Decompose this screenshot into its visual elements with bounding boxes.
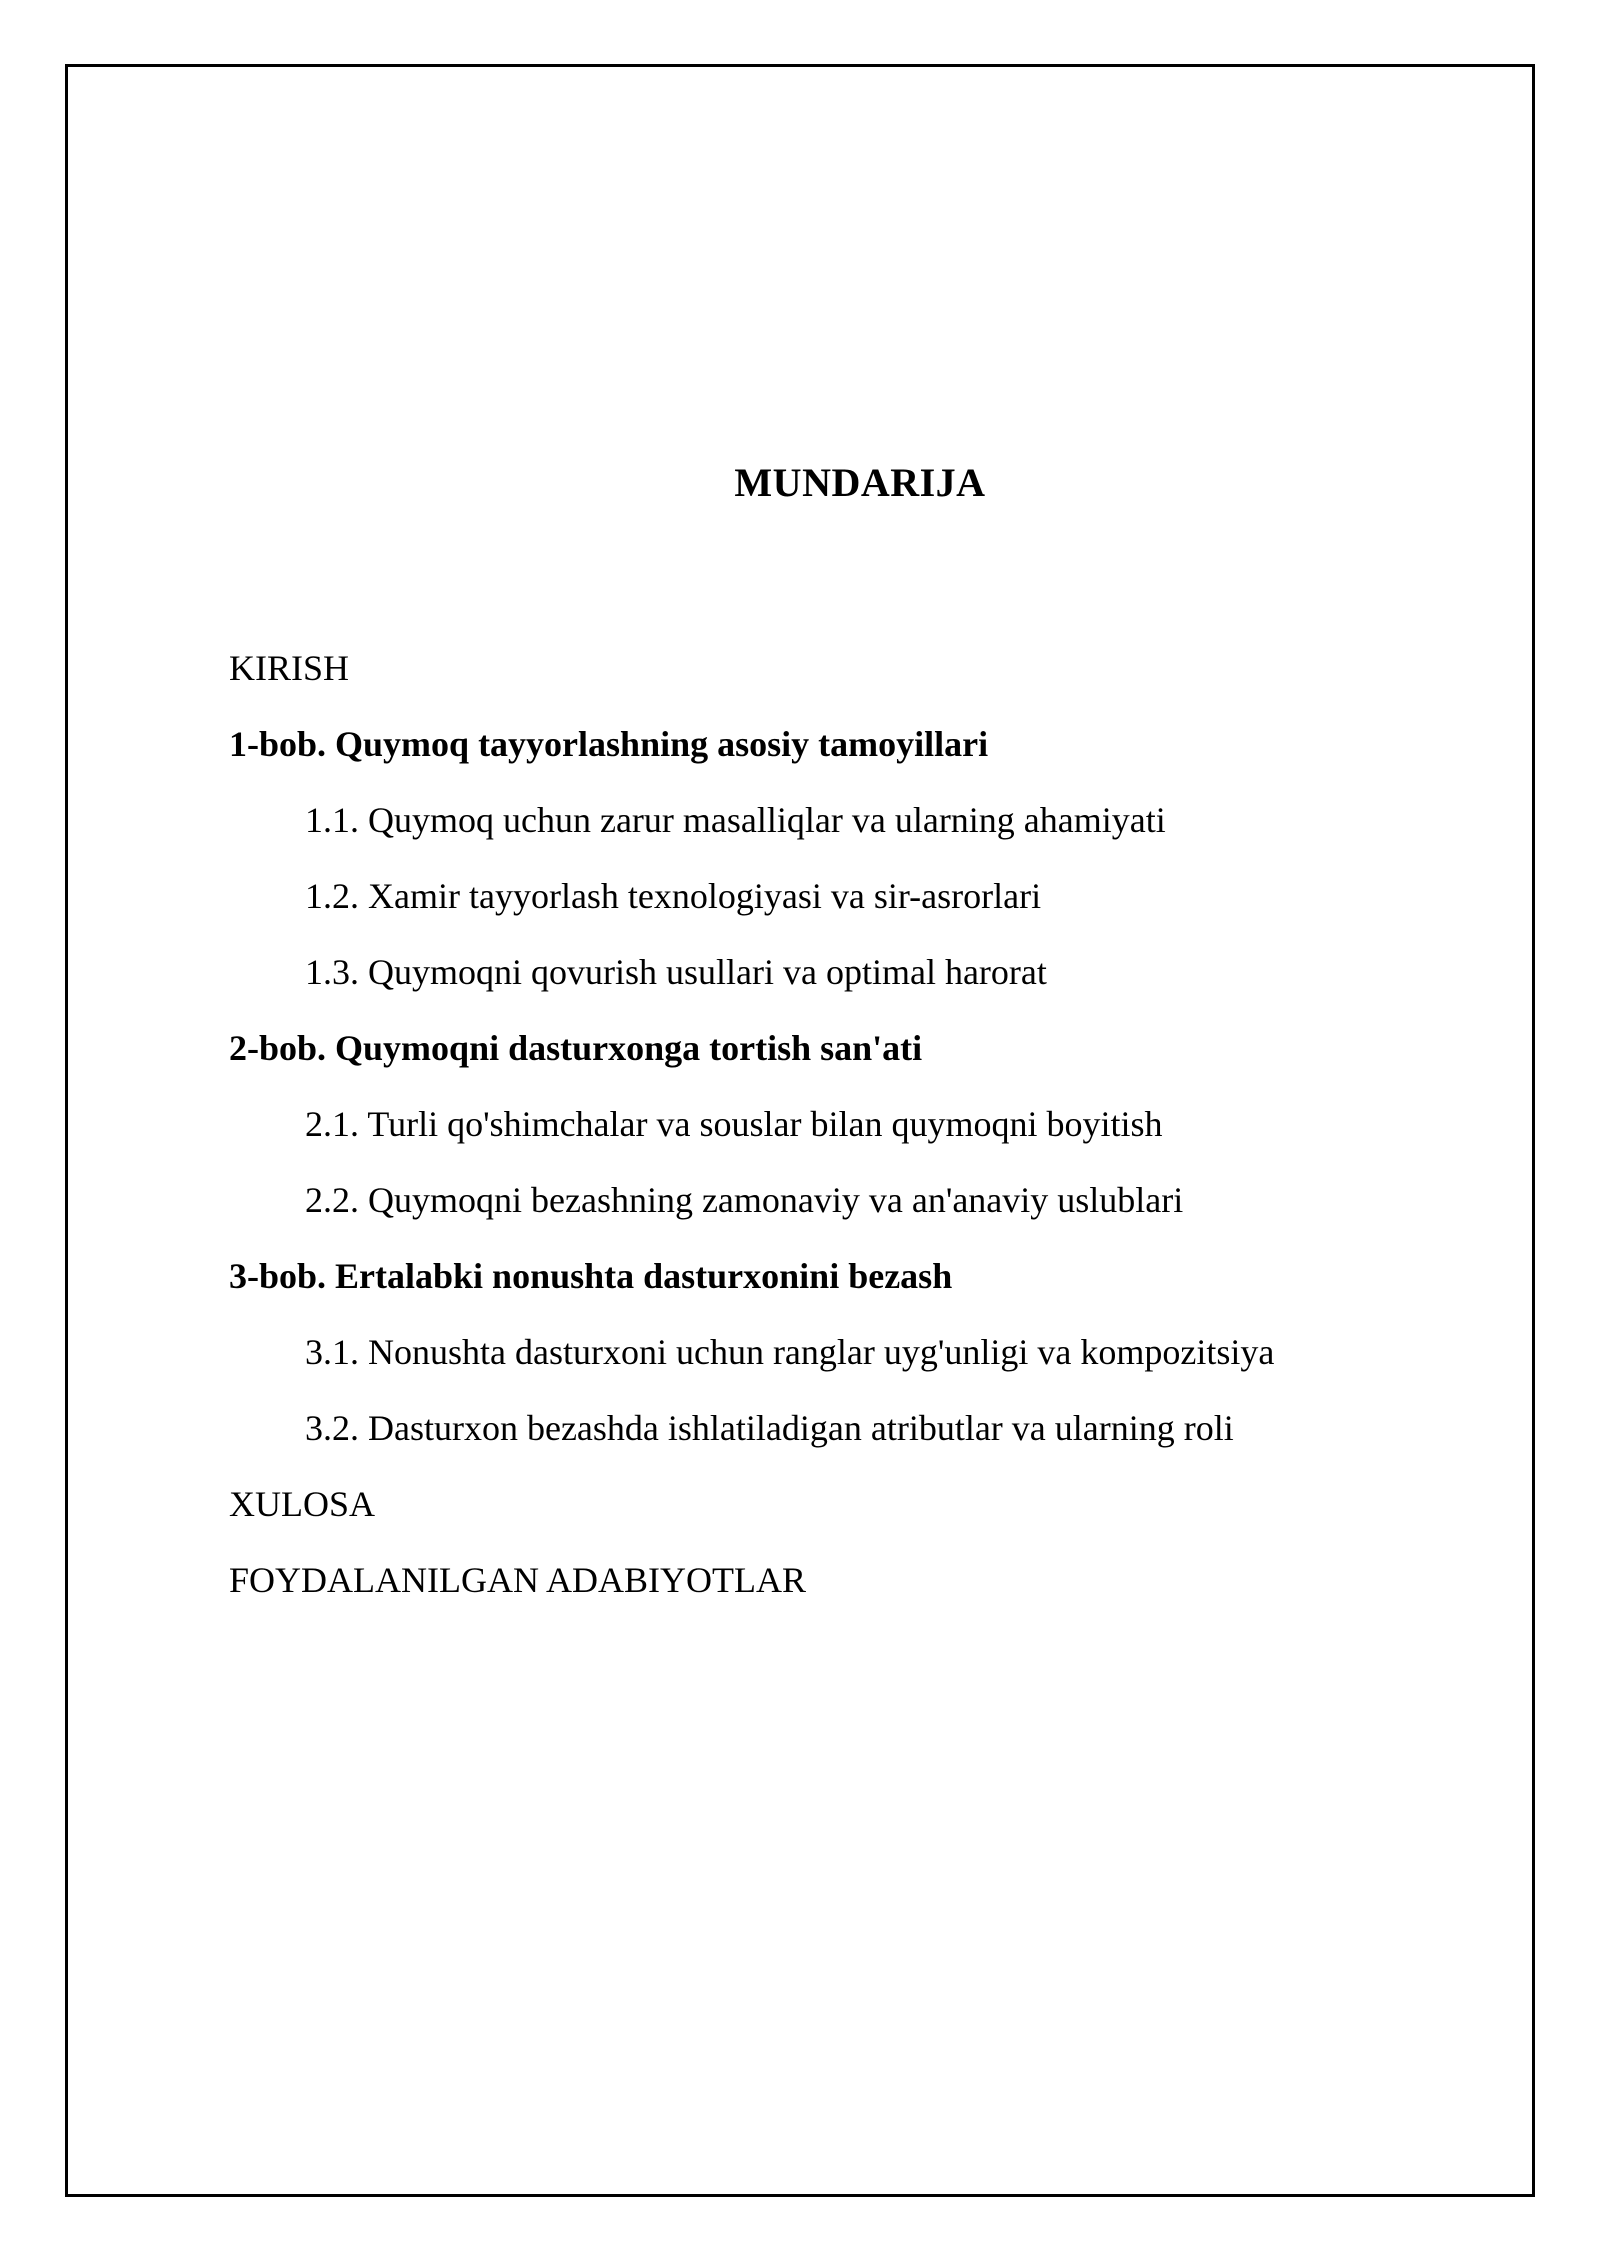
toc-section-3-2: 3.2. Dasturxon bezashda ishlatiladigan atributlar va ularning roli xyxy=(305,1408,1234,1448)
toc-section-1-1: 1.1. Quymoq uchun zarur masalliqlar va ularning ahamiyati xyxy=(305,800,1166,840)
toc-section-1-2: 1.2. Xamir tayyorlash texnologiyasi va sir-asrorlari xyxy=(305,876,1042,916)
table-of-contents xyxy=(229,643,1479,1631)
toc-section-3-1: 3.1. Nonushta dasturxoni uchun ranglar uyg'unligi va kompozitsiya xyxy=(305,1332,1275,1372)
page-title: MUNDARIJA xyxy=(734,460,986,505)
toc-chapter-1: 1-bob. Quymoq tayyorlashning asosiy tamoyillari xyxy=(229,724,989,764)
toc-section-1-3: 1.3. Quymoqni qovurish usullari va optimal harorat xyxy=(305,952,1047,992)
toc-entry-kirish: KIRISH xyxy=(229,648,350,688)
toc-section-2-2: 2.2. Quymoqni bezashning zamonaviy va an'anaviy uslublari xyxy=(305,1180,1184,1220)
toc-chapter-3: 3-bob. Ertalabki nonushta dasturxonini bezash xyxy=(229,1256,953,1296)
toc-section-2-1: 2.1. Turli qo'shimchalar va souslar bilan quymoqni boyitish xyxy=(305,1104,1163,1144)
toc-entry-adabiyotlar: FOYDALANILGAN ADABIYOTLAR xyxy=(229,1560,806,1600)
toc-chapter-2: 2-bob. Quymoqni dasturxonga tortish san'ati xyxy=(229,1028,923,1068)
toc-entry-xulosa: XULOSA xyxy=(229,1484,376,1524)
